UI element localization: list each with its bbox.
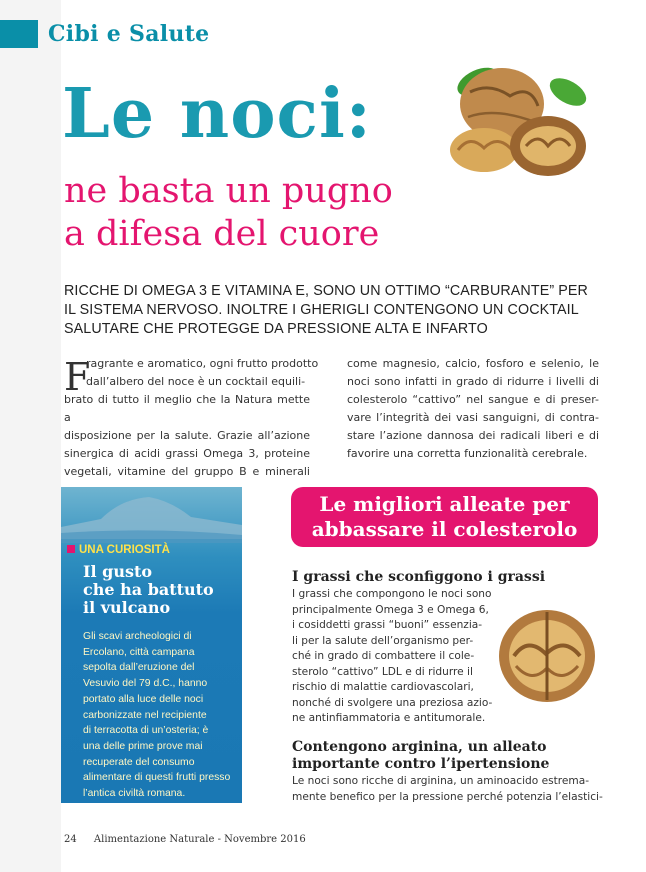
section1-line: ne antinfiammatoria e antitumorale.	[292, 712, 486, 724]
lead-line: RICCHE DI OMEGA 3 E VITAMINA E, SONO UN OTTIMO “CARBURANTE” PER	[64, 283, 588, 299]
curiosity-label	[67, 544, 170, 556]
drop-cap: F	[64, 355, 91, 399]
intro-line: disposizione per la salute. Grazie all’azione	[64, 429, 310, 442]
intro-line: favorire una corretta funzionalità cerebrale.	[347, 447, 588, 460]
section1-line: i cosiddetti grassi “buoni” essenzia-	[292, 619, 483, 631]
intro-column-2	[347, 355, 599, 463]
curiosity-box	[61, 487, 242, 803]
intro-line: stare l’azione dannosa dei radicali liberi e di	[347, 429, 599, 442]
curiosity-text-line: di terracotta di un’osteria; è	[83, 725, 209, 737]
highlight-box-line: abbassare il colesterolo	[311, 517, 578, 541]
curiosity-text-line: portato alla luce delle noci	[83, 693, 204, 705]
article-title: Le noci:	[62, 74, 372, 154]
curiosity-title	[83, 563, 238, 617]
heading-line: Contengono arginina, un alleato	[292, 739, 547, 755]
curiosity-text	[83, 629, 239, 802]
section1-line: rischio di malattie cardiovascolari,	[292, 681, 474, 693]
section1-line: ché in grado di combattere il cole-	[292, 650, 475, 662]
heading-line: importante contro l’ipertensione	[292, 756, 550, 772]
subtitle-line: ne basta un pugno	[64, 171, 393, 211]
section1-line: I grassi che compongono le noci sono	[292, 588, 492, 600]
curiosity-text-line: Vesuvio del 79 d.C., hanno	[83, 678, 208, 690]
intro-line: ragrante e aromatico, ogni frutto prodotto	[86, 357, 319, 370]
curiosity-text-line: recuperate del consumo	[83, 756, 195, 768]
curiosity-label-text: UNA CURIOSITÀ	[79, 544, 170, 556]
section-color-bar	[0, 20, 38, 48]
intro-line: sinergica di acidi grassi Omega 3, proteine	[64, 447, 310, 460]
curiosity-text-line: l’antica civiltà romana.	[83, 788, 186, 800]
cracked-walnut-image	[492, 600, 602, 710]
heading-line: I grassi che sconfiggono i grassi	[292, 569, 546, 585]
page-footer	[64, 834, 306, 845]
intro-column-1	[64, 355, 319, 481]
curiosity-text-line: Gli scavi archeologici di	[83, 631, 192, 642]
magazine-credit: Alimentazione Naturale - Novembre 2016	[93, 834, 306, 845]
intro-line: noci sono infatti in grado di ridurre i livelli di	[347, 375, 599, 388]
section1-heading	[292, 569, 545, 586]
left-margin-strip	[0, 0, 61, 872]
lead-line: SALUTARE CHE PROTEGGE DA PRESSIONE ALTA E INFARTO	[64, 321, 488, 337]
curiosity-text-line: alimentare di questi frutti presso	[83, 772, 231, 784]
intro-line: dall’albero del noce è un cocktail equili-	[86, 375, 306, 388]
article-lead	[64, 282, 604, 339]
subtitle-line: a difesa del cuore	[64, 214, 380, 254]
intro-line: brato di tutto il meglio che la Natura mette a	[64, 393, 310, 424]
section1-line: sterolo “cattivo” LDL e di ridurre il	[292, 665, 473, 678]
highlight-box	[291, 487, 598, 547]
walnut-illustration	[440, 62, 590, 182]
curiosity-title-line: Il gusto	[83, 562, 153, 581]
intro-line: colesterolo “cattivo” nel sangue e di preser-	[347, 393, 599, 406]
intro-line: vare l’integrità dei vasi sanguigni, di contra-	[347, 411, 599, 424]
highlight-box-line: Le migliori alleate per	[319, 492, 570, 516]
lead-line: IL SISTEMA NERVOSO. INOLTRE I GHERIGLI CONTENGONO UN COCKTAIL	[64, 302, 579, 318]
curiosity-title-line: che ha battuto	[83, 580, 214, 599]
curiosity-text-line: Ercolano, città campana	[83, 646, 195, 658]
section1-text	[292, 587, 492, 727]
section2-text	[292, 774, 603, 805]
section2-line: mente benefico per la pressione perché potenzia l’elastici-	[292, 790, 603, 803]
page-number: 24	[64, 834, 77, 845]
section2-heading	[292, 739, 549, 773]
curiosity-text-line: sepolta dall’eruzione del	[83, 662, 195, 674]
section2-line: Le noci sono ricche di arginina, un aminoacido estrema-	[292, 775, 590, 787]
bullet-icon	[67, 545, 75, 553]
section1-line: li per la salute dell’organismo per-	[292, 634, 474, 647]
intro-line: come magnesio, calcio, fosforo e selenio, le	[347, 357, 599, 370]
section1-line: principalmente Omega 3 e Omega 6,	[292, 603, 489, 616]
section-label: Cibi e Salute	[48, 21, 210, 47]
curiosity-text-line: carbonizzate nel recipiente	[83, 709, 207, 721]
article-subtitle	[64, 170, 584, 256]
curiosity-text-line: una delle prime prove mai	[83, 740, 203, 752]
intro-line: vegetali, vitamine del gruppo B e minerali	[64, 465, 310, 478]
curiosity-title-line: il vulcano	[83, 598, 171, 617]
section1-line: nonché di svolgere una preziosa azio-	[292, 696, 493, 709]
